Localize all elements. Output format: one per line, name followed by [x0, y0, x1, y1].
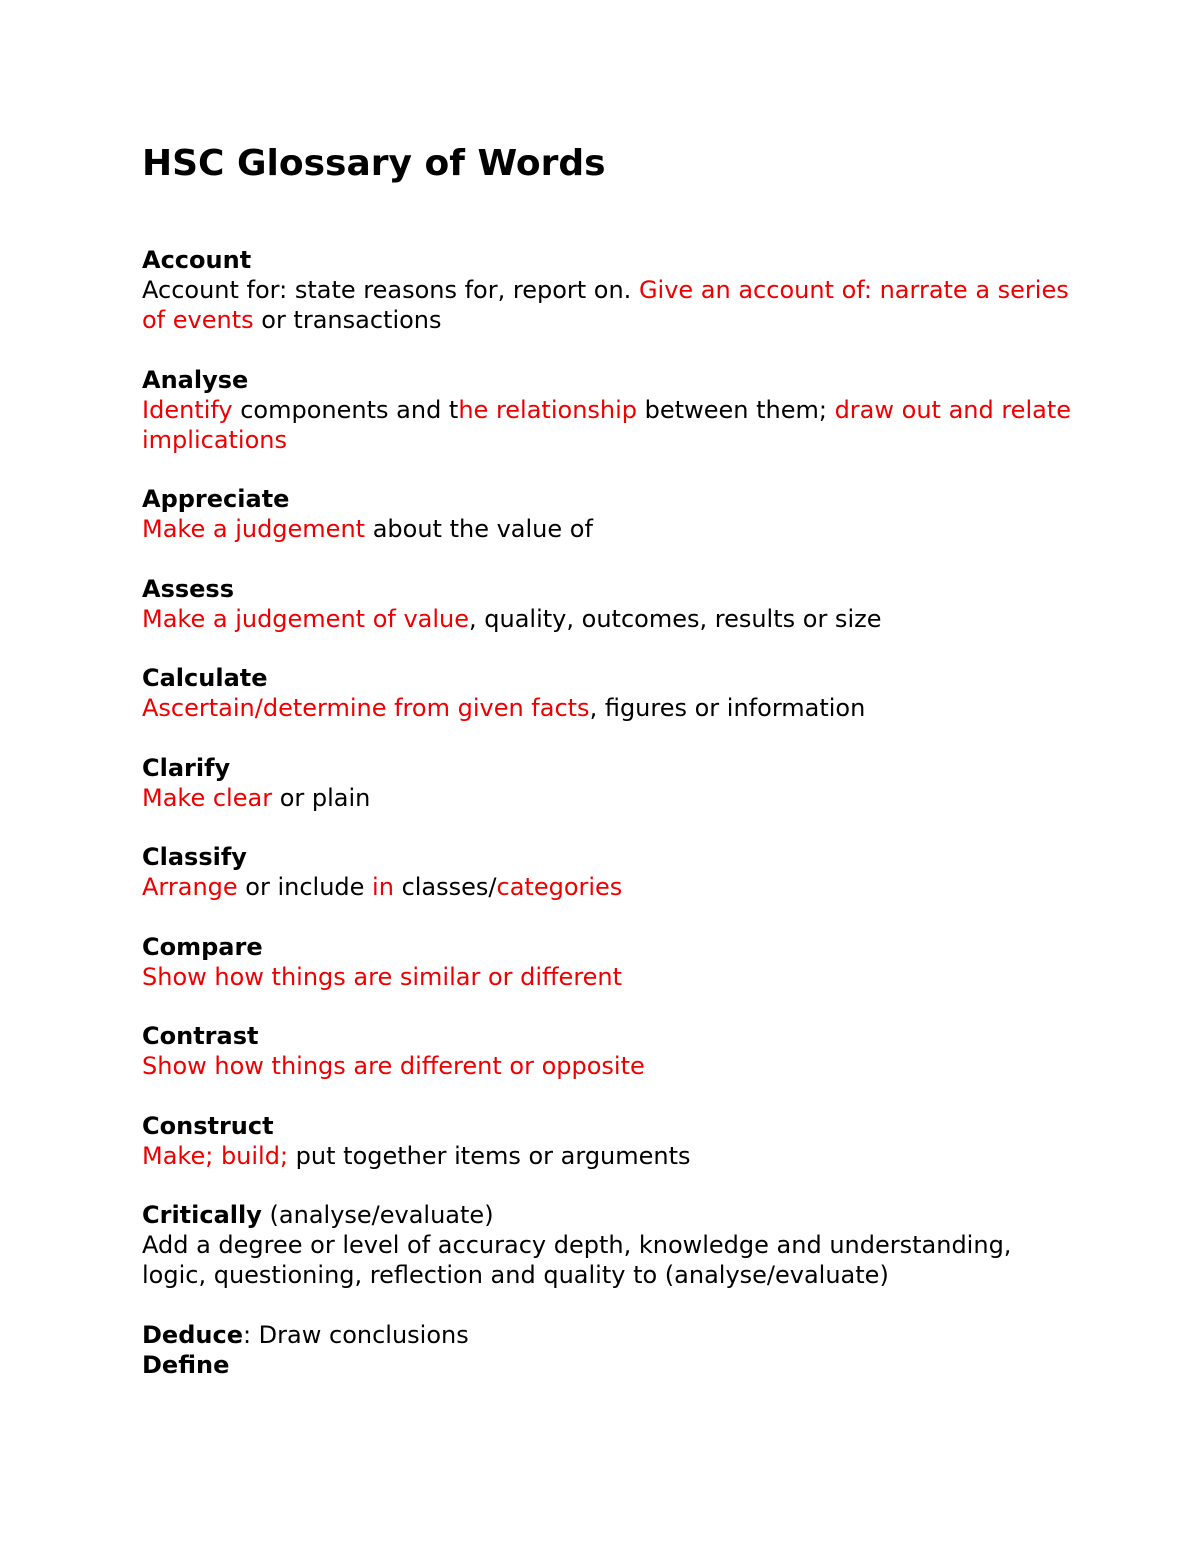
glossary-definition — [142, 1051, 1082, 1081]
term-label: Critically — [142, 1201, 262, 1229]
glossary-term — [142, 932, 1082, 962]
highlighted-text: categories — [496, 873, 623, 901]
glossary-term — [142, 484, 1082, 514]
glossary-term — [142, 1200, 1082, 1230]
definition-text: classes/ — [393, 873, 497, 901]
definition-text: between them; — [637, 395, 835, 424]
term-label: Account — [142, 246, 252, 274]
term-label: Clarify — [142, 753, 231, 782]
glossary-entry — [142, 1021, 1082, 1081]
glossary-term — [142, 1111, 1082, 1141]
glossary-entry — [142, 663, 1082, 723]
glossary-term — [142, 1320, 1082, 1350]
definition-text: or transactions — [253, 306, 442, 334]
glossary-definition — [142, 604, 1082, 634]
page-title: HSC Glossary of Words — [142, 143, 606, 184]
term-suffix: : Draw conclusions — [242, 1320, 469, 1349]
term-label: Deduce — [142, 1320, 243, 1349]
glossary-entry — [142, 245, 1082, 335]
glossary-definition — [142, 872, 1082, 902]
glossary-entry — [142, 1350, 1082, 1380]
highlighted-text: Make; build; — [142, 1141, 289, 1170]
glossary-entry — [142, 574, 1082, 634]
glossary-definition — [142, 783, 1082, 813]
glossary-entry — [142, 484, 1082, 544]
highlighted-text: draw out and relate implications — [142, 395, 1071, 454]
highlighted-text: Ascertain/determine from given facts — [142, 694, 590, 722]
glossary-definition — [142, 1141, 1082, 1171]
definition-text: or include — [237, 873, 373, 901]
glossary-definition — [142, 1230, 1082, 1290]
highlighted-text: Make a judgement — [142, 515, 366, 543]
glossary-entry — [142, 753, 1082, 813]
glossary-term — [142, 574, 1082, 604]
highlighted-text: Arrange — [142, 873, 238, 901]
highlighted-text: Make a judgement of value — [142, 604, 470, 633]
highlighted-text: Make clear — [142, 783, 273, 812]
definition-text: , quality, outcomes, results or size — [469, 604, 882, 633]
glossary-term — [142, 842, 1082, 872]
term-label: Analyse — [142, 365, 249, 394]
definition-text: or plain — [272, 783, 371, 812]
term-label: Appreciate — [142, 485, 290, 513]
term-label: Calculate — [142, 664, 268, 692]
definition-text: Account for: state reasons for, report on. — [142, 276, 639, 304]
term-label: Define — [142, 1350, 230, 1379]
definition-text: put together items or arguments — [288, 1141, 691, 1170]
glossary-term — [142, 753, 1082, 783]
glossary-definition — [142, 962, 1082, 992]
glossary-entry — [142, 1111, 1082, 1171]
glossary-entry — [142, 932, 1082, 992]
glossary-entry — [142, 1320, 1082, 1350]
glossary-definition — [142, 275, 1082, 335]
glossary-entry — [142, 365, 1082, 455]
glossary-list — [142, 245, 1082, 1380]
definition-text: Add a degree or level of accuracy depth, knowledge and understanding, logic, questioning, reflection and quality to (analyse/evaluate) — [142, 1231, 1012, 1289]
glossary-term — [142, 1021, 1082, 1051]
definition-text: about the value of — [365, 515, 593, 543]
glossary-entry — [142, 1200, 1082, 1290]
highlighted-text: Identify — [142, 395, 233, 424]
glossary-definition — [142, 514, 1082, 544]
highlighted-text: Give an account of: narrate a series of events — [142, 276, 1069, 334]
definition-text: , figures or information — [589, 694, 866, 722]
glossary-term — [142, 663, 1082, 693]
highlighted-text: he relationship — [458, 395, 638, 424]
highlighted-text: Show how things are different or opposite — [142, 1052, 645, 1080]
glossary-term — [142, 1350, 1082, 1380]
glossary-definition — [142, 395, 1082, 455]
glossary-term — [142, 245, 1082, 275]
definition-text: components and t — [232, 395, 459, 424]
term-label: Compare — [142, 932, 263, 961]
glossary-entry — [142, 842, 1082, 902]
highlighted-text: in — [372, 873, 394, 901]
term-suffix: (analyse/evaluate) — [261, 1201, 494, 1229]
glossary-term — [142, 365, 1082, 395]
term-label: Contrast — [142, 1022, 259, 1050]
term-label: Assess — [142, 574, 234, 603]
term-label: Construct — [142, 1111, 274, 1140]
highlighted-text: Show how things are similar or different — [142, 962, 623, 991]
term-label: Classify — [142, 843, 247, 871]
glossary-definition — [142, 693, 1082, 723]
